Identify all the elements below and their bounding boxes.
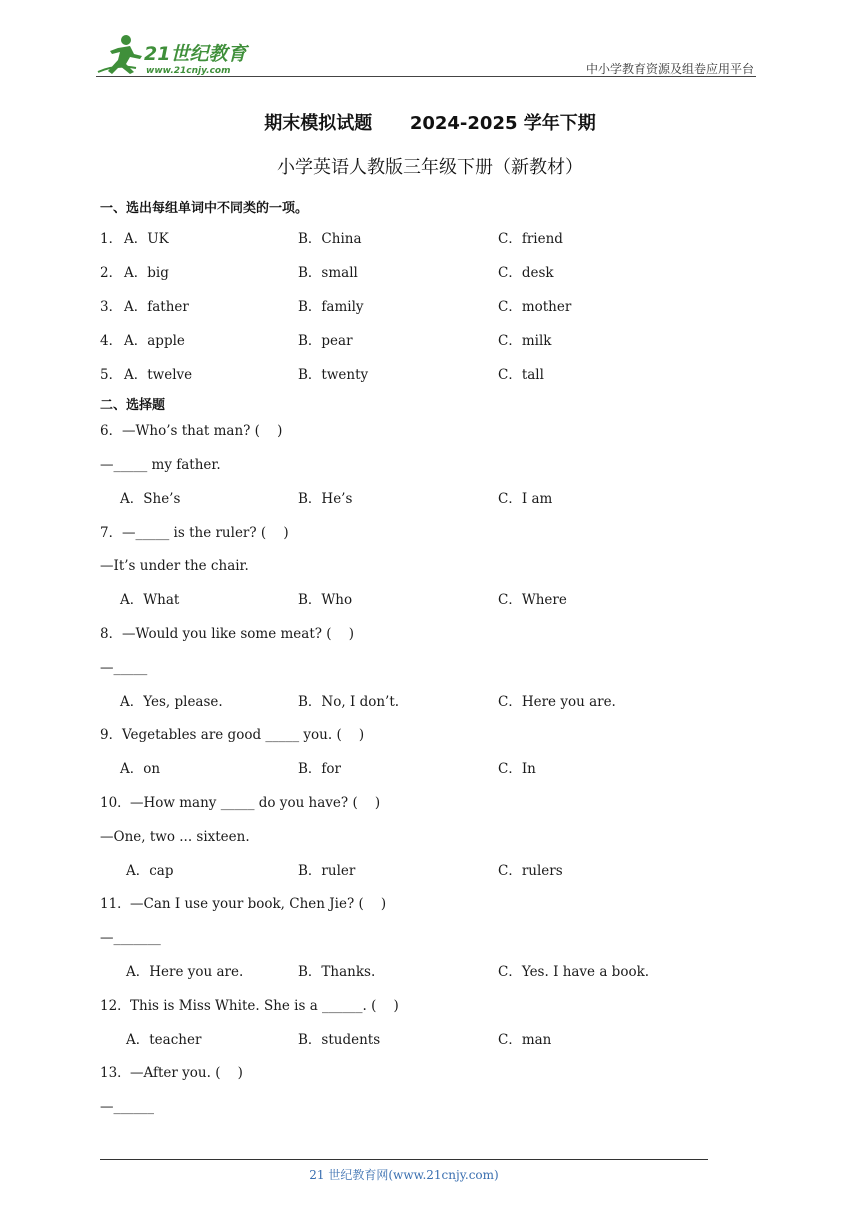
option-b: B．pear xyxy=(298,333,353,349)
option-b: B．He’s xyxy=(298,491,353,507)
option-b: B．family xyxy=(298,299,364,315)
option-a: A．What xyxy=(120,592,180,608)
option-c: C．desk xyxy=(498,265,554,281)
question-stem: This is Miss White. She is a ______. ( ) xyxy=(130,998,399,1014)
option-c: C．milk xyxy=(498,333,552,349)
option-c: C．I am xyxy=(498,491,553,507)
option-c: C．tall xyxy=(498,367,544,383)
logo-text: 21世纪教育 xyxy=(144,43,247,65)
answer-line: —_____ xyxy=(100,660,148,676)
option-a: A．big xyxy=(124,265,169,281)
option-c: C．Yes. I have a book. xyxy=(498,964,650,980)
question-stem: Vegetables are good _____ you. ( ) xyxy=(122,727,365,743)
question-number: 6． xyxy=(100,423,123,439)
question-stem: —Would you like some meat? ( ) xyxy=(122,626,354,642)
option-a: A．UK xyxy=(124,231,169,247)
logo-url: www.21cnjy.com xyxy=(146,66,231,76)
option-b: B．twenty xyxy=(298,367,369,383)
question-number: 1． xyxy=(100,231,123,247)
option-c: C．rulers xyxy=(498,863,563,879)
answer-line: —It’s under the chair. xyxy=(100,558,249,574)
option-a: A．father xyxy=(124,299,189,315)
option-b: B．small xyxy=(298,265,358,281)
footer-source: 21 世纪教育网(www.21cnjy.com) xyxy=(309,1168,499,1182)
option-b: B．students xyxy=(298,1032,381,1048)
header-divider xyxy=(96,76,756,77)
question-number: 10． xyxy=(100,795,131,811)
option-b: B．No, I don’t. xyxy=(298,694,400,710)
option-b: B．China xyxy=(298,231,362,247)
exam-subtitle: 小学英语人教版三年级下册（新教材） xyxy=(277,157,583,178)
question-number: 9． xyxy=(100,727,123,743)
option-c: C．man xyxy=(498,1032,552,1048)
option-a: A．teacher xyxy=(126,1032,202,1048)
footer-divider xyxy=(100,1159,708,1160)
option-b: B．Who xyxy=(298,592,353,608)
exam-title: 期末模拟试题 2024-2025 学年下期 xyxy=(264,113,596,134)
platform-name: 中小学教育资源及组卷应用平台 xyxy=(585,62,754,76)
question-stem: —How many _____ do you have? ( ) xyxy=(130,795,381,811)
section-title-2: 二、选择题 xyxy=(100,398,166,413)
option-b: B．for xyxy=(298,761,341,777)
answer-line: —One, two ... sixteen. xyxy=(100,829,250,845)
section-title-1: 一、选出每组单词中不同类的一项。 xyxy=(100,201,309,216)
question-number: 7． xyxy=(100,525,123,541)
question-number: 3． xyxy=(100,299,123,315)
option-a: A．twelve xyxy=(124,367,193,383)
option-a: A．apple xyxy=(124,333,185,349)
option-a: A．She’s xyxy=(120,491,181,507)
option-a: A．cap xyxy=(126,863,174,879)
question-stem: —Can I use your book, Chen Jie? ( ) xyxy=(130,896,387,912)
question-stem: —Who’s that man? ( ) xyxy=(122,423,283,439)
answer-line: —_____ my father. xyxy=(100,457,221,473)
site-logo xyxy=(96,34,258,78)
option-b: B．ruler xyxy=(298,863,356,879)
option-c: C．Here you are. xyxy=(498,694,616,710)
question-number: 13． xyxy=(100,1065,131,1081)
option-a: A．Here you are. xyxy=(126,964,244,980)
option-b: B．Thanks. xyxy=(298,964,376,980)
question-number: 12． xyxy=(100,998,131,1014)
question-number: 5． xyxy=(100,367,123,383)
answer-line: —______ xyxy=(100,1099,154,1115)
answer-line: —_______ xyxy=(100,930,161,946)
option-a: A．on xyxy=(120,761,161,777)
question-stem: —_____ is the ruler? ( ) xyxy=(122,525,289,541)
question-stem: —After you. ( ) xyxy=(130,1065,243,1081)
option-a: A．Yes, please. xyxy=(120,694,223,710)
option-c: C．In xyxy=(498,761,536,777)
option-c: C．mother xyxy=(498,299,572,315)
question-number: 11． xyxy=(100,896,131,912)
question-number: 2． xyxy=(100,265,123,281)
question-number: 8． xyxy=(100,626,123,642)
option-c: C．Where xyxy=(498,592,567,608)
question-number: 4． xyxy=(100,333,123,349)
option-c: C．friend xyxy=(498,231,563,247)
